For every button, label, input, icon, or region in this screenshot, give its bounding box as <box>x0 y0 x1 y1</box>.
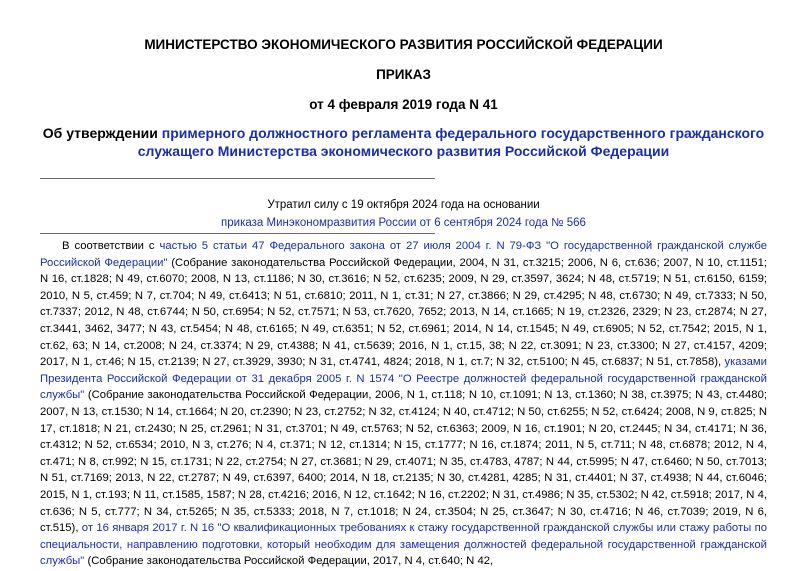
subject-prefix: Об утверждении <box>42 125 162 141</box>
qualification-decree-link[interactable]: от 16 января 2017 г. N 16 "О квалификационных требованиях к стажу государственной гражданской службы или стажу работы по специальности, направлению подготовки, который необходим для замещения должностей федеральной государственной гражданской службы" <box>40 522 767 568</box>
subject-highlight: примерного должностного регламента федерального государственного гражданского служащего Министерства экономического развития Российской Федерации <box>137 125 765 159</box>
body-text-citations-2: (Собрание законодательства Российской Федерации, 2006, N 1, ст.118; N 10, ст.1091; N 13, ст.1360; N 38, ст.3975; N 43, ст.4480; 2007, N 13, ст.1530; N 14, ст.1664; N 20, ст.2390; N 23, ст.2752; N 32, ст.4124; N 40, ст.4712; N 50, ст.6255; N 52, ст.6424; 2008, N 9, ст.825; N 17, ст.1818; N 21, ст.2430; N 25, ст.2961; N 31, ст.3701; N 49, ст.5763; N 52, ст.6363; 2009, N 16, ст.1901; N 20, ст.2445; N 34, ст.4171; N 36, ст.4312; N 52, ст.6534; 2010, N 3, ст.276; N 4, ст.371; N 12, ст.1314; N 15, ст.1777; N 16, ст.1874; 2011, N 5, ст.711; N 48, ст.6878; 2012, N 4, ст.471; N 8, ст.992; N 15, ст.1731; N 22, ст.2754; N 27, ст.3681; N 29, ст.4071; N 35, ст.4783, 4787; N 44, ст.5995; N 47, ст.6460; N 50, ст.7013; N 51, ст.7169; 2013, N 22, ст.2787; N 49, ст.6397, 6400; 2014, N 18, ст.2135; N 30, ст.4281, 4285; N 31, ст.4401; N 37, ст.4938; N 44, ст.6046; 2015, N 1, ст.193; N 11, ст.1585, 1587; N 28, ст.4216; 2016, N 12, ст.1642; N 16, ст.2202; N 31, ст.4986; N 35, ст.5302; N 42, ст.5918; 2017, N 4, ст.636; N 5, ст.777; N 34, ст.5265; N 35, ст.5333; 2018, N 7, ст.1018; N 24, ст.3504; N 25, ст.3647; N 30, ст.4716; N 46, ст.7039; 2019, N 6, ст.515), <box>40 389 768 535</box>
body-text-intro: В соответствии с <box>62 240 160 252</box>
status-note <box>0 196 807 232</box>
ministry-title: МИНИСТЕРСТВО ЭКОНОМИЧЕСКОГО РАЗВИТИЯ РОССИЙСКОЙ ФЕДЕРАЦИИ <box>144 37 663 52</box>
document-subject <box>40 124 767 160</box>
document-type: ПРИКАЗ <box>376 67 431 82</box>
document-date-number: от 4 февраля 2019 года N 41 <box>309 97 498 112</box>
body-paragraph <box>40 238 767 570</box>
status-text: Утратил силу с 19 октября 2024 года на основании <box>267 199 540 211</box>
repeal-order-link[interactable]: приказа Минэкономразвития России от 6 сентября 2024 года № 566 <box>221 217 586 229</box>
federal-law-link[interactable]: частью 5 статьи 47 Федерального закона от 27 июля 2004 г. N 79-ФЗ "О государственной гражданской службе Российской Федерации" <box>40 240 768 269</box>
presidential-decree-link[interactable]: указами Президента Российской Федерации от 31 декабря 2005 г. N 1574 "О Реестре должностей федеральной государственной гражданской службы" <box>40 356 767 402</box>
bottom-divider <box>40 233 435 234</box>
document-body <box>40 238 767 570</box>
top-divider <box>40 178 435 179</box>
body-text-citations-1: (Собрание законодательства Российской Федерации, 2004, N 31, ст.3215; 2006, N 6, ст.636; 2007, N 10, ст.1151; N 16, ст.1828; N 49, ст.6070; 2008, N 13, ст.1186; N 30, ст.3616; N 52, ст.6235; 2009, N 29, ст.3597, 3624; N 48, ст.5719; N 51, ст.6150, 6159; 2010, N 5, ст.459; N 7, ст.704; N 49, ст.6413; N 51, ст.6810; 2011, N 1, ст.31; N 27, ст.3866; N 29, ст.4295; N 48, ст.6730; N 49, ст.7333; N 50, ст.7337; 2012, N 48, ст.6744; N 50, ст.6954; N 52, ст.7571; N 53, ст.7620, 7652; 2013, N 14, ст.1665; N 19, ст.2326, 2329; N 23, ст.2874; N 27, ст.3441, 3462, 3477; N 43, ст.5454; N 48, ст.6165; N 49, ст.6351; N 52, ст.6961; 2014, N 14, ст.1545; N 49, ст.6905; N 52, ст.7542; 2015, N 1, ст.62, 63; N 14, ст.2008; N 24, ст.3374; N 29, ст.4388; N 41, ст.5639; 2016, N 1, ст.15, 38; N 22, ст.3091; N 23, ст.3300; N 27, ст.4157, 4209; 2017, N 1, ст.46; N 15, ст.2139; N 27, ст.3929, 3930; N 31, ст.4741, 4824; 2018, N 1, ст.7; N 32, ст.5100; N 45, ст.6837; N 51, ст.7858), <box>40 256 767 369</box>
body-text-citations-3: (Собрание законодательства Российской Федерации, 2017, N 4, ст.640; N 42, <box>84 555 494 568</box>
